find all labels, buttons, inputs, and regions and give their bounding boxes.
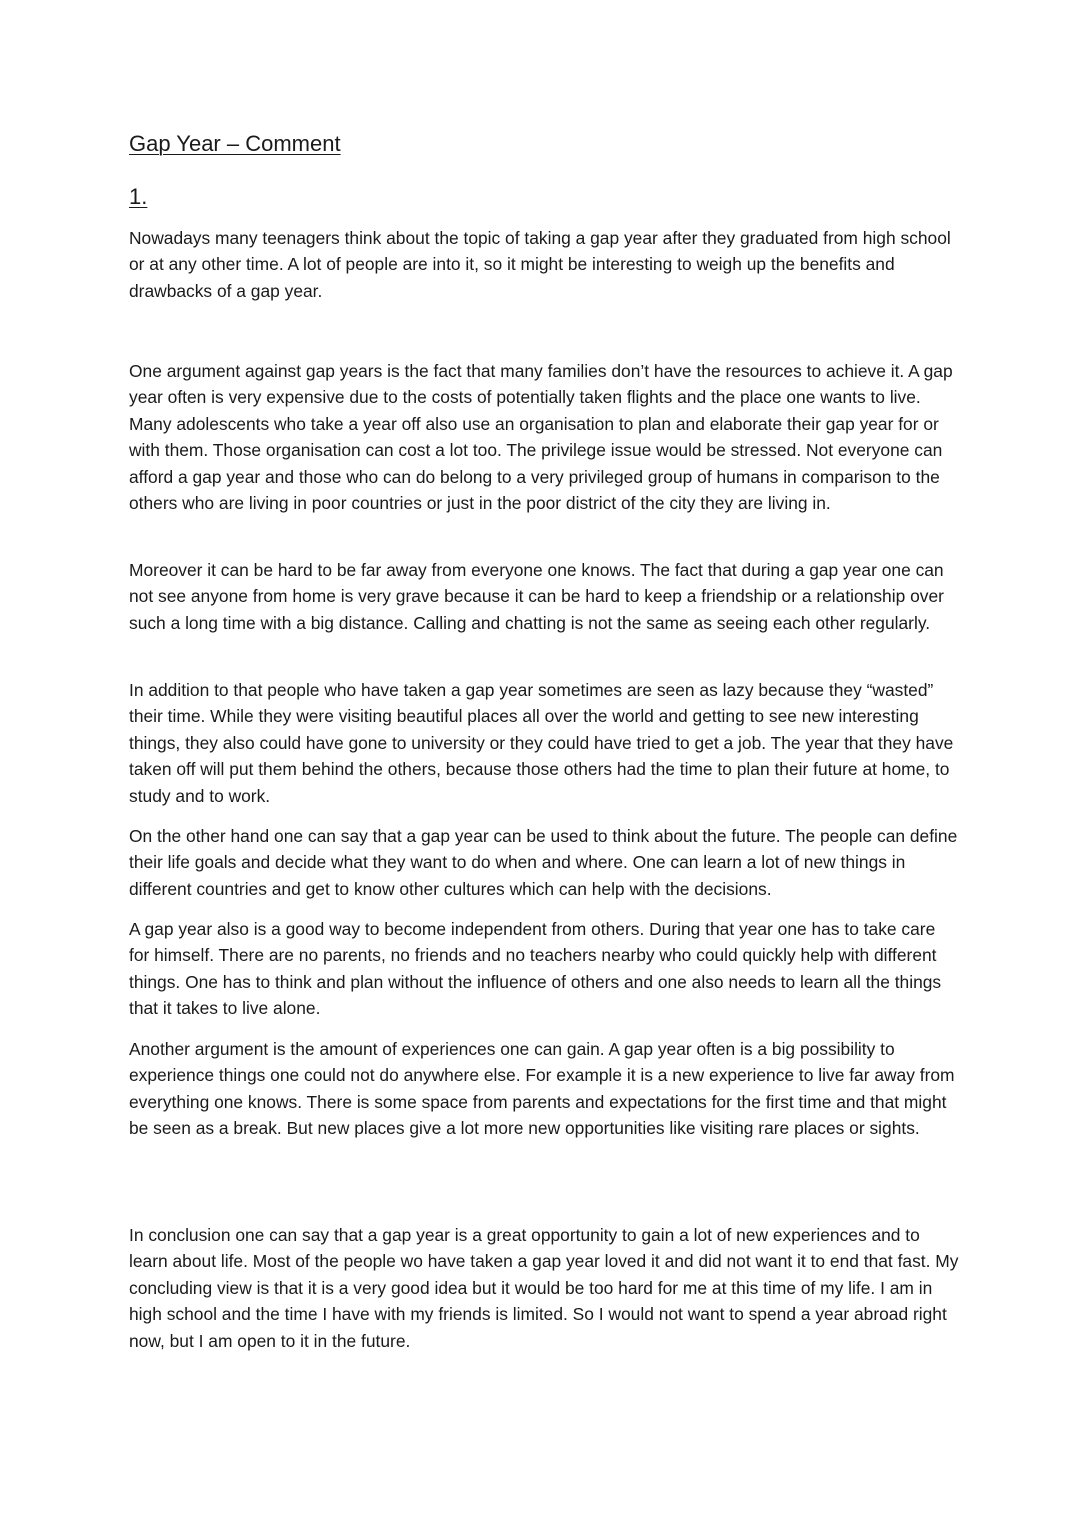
paragraph-conclusion: In conclusion one can say that a gap year is a great opportunity to gain a lot of new experiences and to learn about life. Most of the people wo have taken a gap year loved it and did not want it to end that fast. My concluding view is that it is a very good idea but it would be too hard for me at this time of my life. I am in high school and the time I have with my friends is limited. So I would not want to spend a year abroad right now, but I am open to it in the future.: [129, 1225, 959, 1351]
paragraph-experience-argument: Another argument is the amount of experiences one can gain. A gap year often is a big possibility to experience things one could not do anywhere else. For example it is a new experience to live far away from everything one knows. There is some space from parents and expectations for the first time and that might be seen as a break. But new places give a lot more new opportunities like visiting rare places or sights.: [129, 1039, 955, 1139]
paragraph-future-argument: On the other hand one can say that a gap year can be used to think about the future. The people can define their life goals and decide what they want to do when and where. One can learn a lot of new things in different countries and get to know other cultures which can help with the decisions.: [129, 826, 958, 899]
section-number: 1.: [129, 184, 148, 209]
paragraph-distance-argument: Moreover it can be hard to be far away from everyone one knows. The fact that during a gap year one can not see anyone from home is very grave because it can be hard to keep a friendship or a relationship over such a long time with a big distance. Calling and chatting is not the same as seeing each other regularly.: [129, 560, 944, 633]
paragraph-introduction: Nowadays many teenagers think about the topic of taking a gap year after they graduated from high school or at any other time. A lot of people are into it, so it might be interesting to weigh up the benefits and drawbacks of a gap year.: [129, 228, 951, 301]
paragraph-cost-argument: One argument against gap years is the fact that many families don’t have the resources to achieve it. A gap year often is very expensive due to the costs of potentially taken flights and the place one wants to live. Many adolescents who take a year off also use an organisation to plan and elaborate their gap year for or with them. Those organisation can cost a lot too. The privilege issue would be stressed. Not everyone can afford a gap year and those who can do belong to a very privileged group of humans in comparison to the others who are living in poor countries or just in the poor district of the city they are living in.: [129, 361, 953, 514]
paragraph-independence-argument: A gap year also is a good way to become independent from others. During that year one has to take care for himself. There are no parents, no friends and no teachers nearby who could quickly help with different things. One has to think and plan without the influence of others and one also needs to learn all the things that it takes to live alone.: [129, 919, 942, 1019]
paragraph-lazy-argument: In addition to that people who have taken a gap year sometimes are seen as lazy because they “wasted” their time. While they were visiting beautiful places all over the world and getting to see new interesting things, they also could have gone to university or they could have tried to get a job. The year that they have taken off will put them behind the others, because those others had the time to plan their future at home, to study and to work.: [129, 680, 954, 806]
document-title: Gap Year – Comment: [129, 131, 341, 156]
